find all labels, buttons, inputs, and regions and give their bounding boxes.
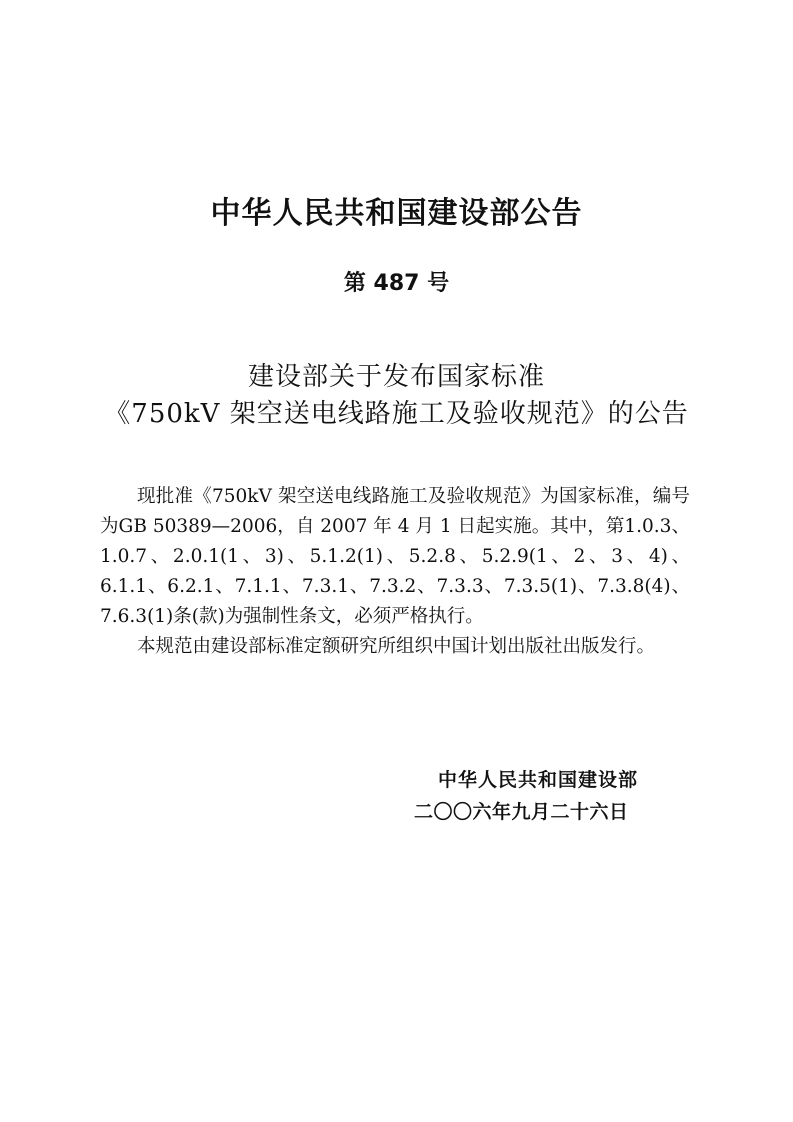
announcement-title-line1: 建设部关于发布国家标准 (247, 362, 545, 392)
signature-date: 二〇〇六年九月二十六日 (414, 801, 629, 823)
announcement-title-line2: 《750kV 架空送电线路施工及验收规范》的公告 (104, 399, 689, 429)
signature-block (414, 764, 638, 828)
announcement-body (100, 482, 690, 662)
agency-heading: 中华人民共和国建设部公告 (210, 196, 583, 231)
signature-issuer: 中华人民共和国建设部 (438, 769, 639, 791)
body-paragraph-publication: 本规范由建设部标准定额研究所组织中国计划出版社出版发行。 (137, 636, 656, 657)
announcement-number: 第 487 号 (343, 271, 450, 296)
body-paragraph-approval: 现批准《750kV 架空送电线路施工及验收规范》为国家标准，编号为GB 50389—2006，自 2007 年 4 月 1 日起实施。其中，第1.0.3、1.0.7、2.0.1(1、3)、5.1.2(1)、5.2.8、5.2.9(1、2、3、4)、6.1.1、6.2.1、7.1.1、7.3.1、7.3.2、7.3.3、7.3.5(1)、7.3.8(4)、7.6.3(1)条(款)为强制性条文，必须严格执行。 (100, 486, 690, 627)
